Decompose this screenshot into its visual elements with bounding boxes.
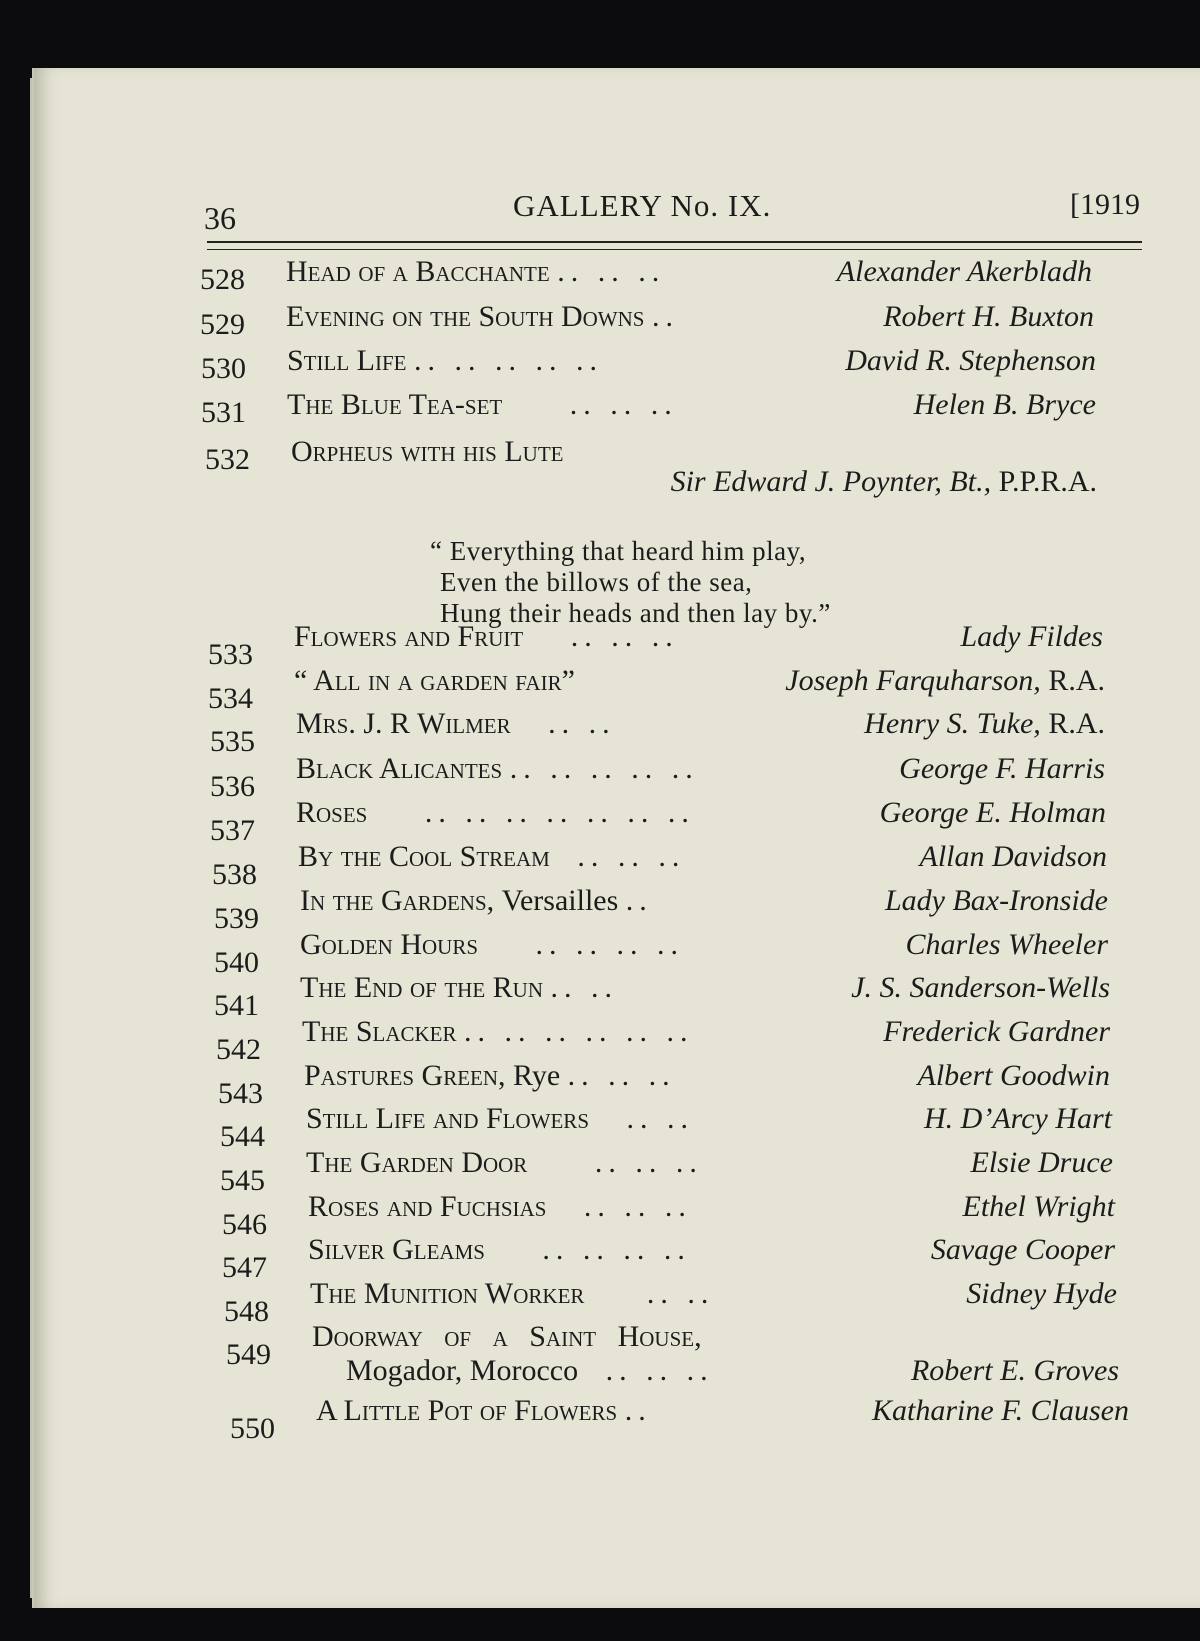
catalogue-entry [208, 664, 1105, 715]
entry-title: The End of the Run .. .. [300, 971, 618, 1004]
entry-number: 529 [200, 308, 245, 341]
leader-dots: .. .. [550, 971, 618, 1004]
entry-title: The Blue Tea-set .. .. .. [287, 388, 678, 421]
entry-artist: George F. Harris [899, 752, 1105, 785]
entry-artist: Allan Davidson [919, 840, 1107, 873]
catalogue-entry [214, 928, 1108, 979]
header-rule [207, 241, 1142, 250]
entry-artist: J. S. Sanderson-Wells [851, 971, 1110, 1004]
entry-artist: H. D’Arcy Hart [923, 1102, 1112, 1135]
leader-dots: .. .. [646, 1277, 715, 1310]
entry-artist: Henry S. Tuke, R.A. [864, 707, 1105, 740]
catalogue-entry [218, 1059, 1110, 1110]
catalogue-entry [226, 1320, 1119, 1400]
catalogue-entry [222, 1190, 1115, 1241]
catalogue-entry [210, 796, 1106, 847]
entry-title: “ All in a garden fair” [294, 664, 575, 697]
entry-title: The Munition Worker .. .. [310, 1277, 715, 1310]
catalogue-entry [200, 300, 1094, 340]
entry-number: 548 [224, 1295, 269, 1328]
verse-quote [430, 536, 831, 629]
entry-number: 543 [218, 1077, 263, 1110]
leader-dots: .. .. .. .. .. [414, 344, 603, 377]
entry-title: Golden Hours .. .. .. .. [300, 928, 684, 961]
entry-number: 537 [210, 814, 255, 847]
page-header [200, 188, 1140, 236]
gallery-title: GALLERY No. IX. [513, 188, 772, 223]
entry-number: 535 [210, 725, 255, 758]
leader-dots: .. [651, 300, 679, 333]
catalogue-entry [205, 435, 1097, 515]
leader-dots: .. .. .. [569, 388, 678, 421]
leader-dots: .. [624, 1394, 652, 1427]
entry-number: 538 [212, 858, 257, 891]
entry-artist: Sir Edward J. Poynter, Bt., P.P.R.A. [670, 465, 1097, 498]
entry-number: 540 [214, 946, 259, 979]
entry-number: 542 [216, 1033, 261, 1066]
entry-title: Black Alicantes .. .. .. .. .. [296, 752, 699, 785]
entry-title: Mrs. J. R Wilmer .. .. [296, 707, 616, 740]
catalogue-entry [201, 388, 1096, 428]
entry-title: Evening on the South Downs .. [286, 300, 679, 333]
entry-title: By the Cool Stream .. .. .. [298, 840, 686, 873]
leader-dots: .. .. .. [570, 620, 679, 653]
entry-artist: Joseph Farquharson, R.A. [785, 664, 1105, 697]
leader-dots: .. .. .. .. .. .. [464, 1015, 694, 1048]
entry-title: Roses .. .. .. .. .. .. .. [296, 796, 695, 829]
entry-number: 533 [208, 638, 253, 671]
entry-title: Orpheus with his Lute [291, 435, 564, 468]
entry-title-continuation: Mogador, Morocco .. .. .. [346, 1354, 714, 1387]
entry-title: A Little Pot of Flowers .. [316, 1394, 652, 1427]
catalogue-entry [212, 840, 1107, 891]
entry-title: Still Life .. .. .. .. .. [287, 344, 603, 377]
year: [1919 [1070, 188, 1140, 221]
leader-dots: .. .. [548, 707, 616, 740]
catalogue-entry [200, 255, 1092, 295]
leader-dots: .. .. .. [567, 1059, 676, 1092]
leader-dots: .. .. .. [577, 840, 686, 873]
catalogue-entry [224, 1277, 1117, 1328]
leader-dots: .. .. .. .. .. .. .. [424, 796, 695, 829]
entry-artist: Robert E. Groves [910, 1354, 1119, 1387]
entry-number: 531 [201, 396, 246, 429]
entry-number: 534 [208, 682, 253, 715]
entry-artist: Robert H. Buxton [883, 300, 1094, 333]
entry-artist: Katharine F. Clausen [872, 1394, 1129, 1427]
catalogue-entry [220, 1102, 1112, 1153]
catalogue-entry [201, 344, 1096, 384]
entry-title: In the Gardens, Versailles .. [300, 884, 653, 917]
entry-number: 532 [205, 443, 250, 476]
entry-title: Silver Gleams .. .. .. .. [308, 1233, 691, 1266]
entry-number: 550 [230, 1412, 275, 1445]
entry-title: Still Life and Flowers .. .. [306, 1102, 694, 1135]
catalogue-entry [214, 971, 1110, 1022]
leader-dots: .. .. .. .. .. [509, 752, 699, 785]
entry-title: Doorway of a Saint House, [312, 1320, 702, 1353]
entry-title: Head of a Bacchante .. .. .. [286, 255, 666, 288]
catalogue-entry [230, 1394, 1129, 1445]
catalogue-entry [208, 620, 1103, 671]
entry-artist: Sidney Hyde [966, 1277, 1117, 1310]
entry-title: The Slacker .. .. .. .. .. .. [302, 1015, 694, 1048]
catalogue-entry [214, 884, 1108, 935]
entry-artist: Elsie Druce [970, 1146, 1113, 1179]
entry-artist: Helen B. Bryce [913, 388, 1096, 421]
leader-dots: .. .. .. .. [535, 928, 684, 961]
catalogue-entry [220, 1146, 1113, 1197]
entry-artist: Alexander Akerbladh [836, 255, 1092, 288]
entry-artist: Frederick Gardner [883, 1015, 1110, 1048]
catalogue-entry [210, 752, 1105, 803]
catalogue-entry [216, 1015, 1110, 1066]
entry-title: Pastures Green, Rye .. .. .. [304, 1059, 676, 1092]
entry-number: 547 [222, 1251, 267, 1284]
entry-number: 530 [201, 352, 246, 385]
leader-dots: .. [625, 884, 653, 917]
entry-artist: Albert Goodwin [917, 1059, 1110, 1092]
leader-dots: .. .. [626, 1102, 694, 1135]
entry-title: Flowers and Fruit .. .. .. [294, 620, 679, 653]
entry-number: 544 [220, 1120, 265, 1153]
verse-line: Even the billows of the sea, [440, 567, 753, 597]
verse-line: Hung their heads and then lay by.” [440, 598, 831, 628]
entry-number: 541 [214, 989, 259, 1022]
entry-artist: Lady Bax-Ironside [884, 884, 1108, 917]
catalogue-entry [210, 707, 1105, 758]
entry-number: 539 [214, 902, 259, 935]
entry-number: 545 [220, 1164, 265, 1197]
entry-artist: Lady Fildes [960, 620, 1103, 653]
entry-number: 546 [222, 1208, 267, 1241]
leader-dots: .. .. .. [583, 1190, 692, 1223]
entry-number: 528 [200, 263, 245, 296]
entry-number: 536 [210, 770, 255, 803]
leader-dots: .. .. .. [594, 1146, 703, 1179]
leader-dots: .. .. .. [557, 255, 666, 288]
leader-dots: .. .. .. .. [542, 1233, 691, 1266]
entry-artist: Charles Wheeler [905, 928, 1108, 961]
entry-artist: David R. Stephenson [845, 344, 1096, 377]
entry-artist: Ethel Wright [962, 1190, 1115, 1223]
verse-line: “ Everything that heard him play, [430, 536, 807, 566]
entry-number: 549 [226, 1338, 271, 1371]
catalogue-entry [222, 1233, 1115, 1284]
entry-artist: George E. Holman [879, 796, 1106, 829]
entry-title: The Garden Door .. .. .. [306, 1146, 703, 1179]
entry-title: Roses and Fuchsias .. .. .. [308, 1190, 692, 1223]
page-number: 36 [204, 200, 236, 236]
entry-artist: Savage Cooper [930, 1233, 1115, 1266]
leader-dots: .. .. .. [605, 1354, 714, 1387]
